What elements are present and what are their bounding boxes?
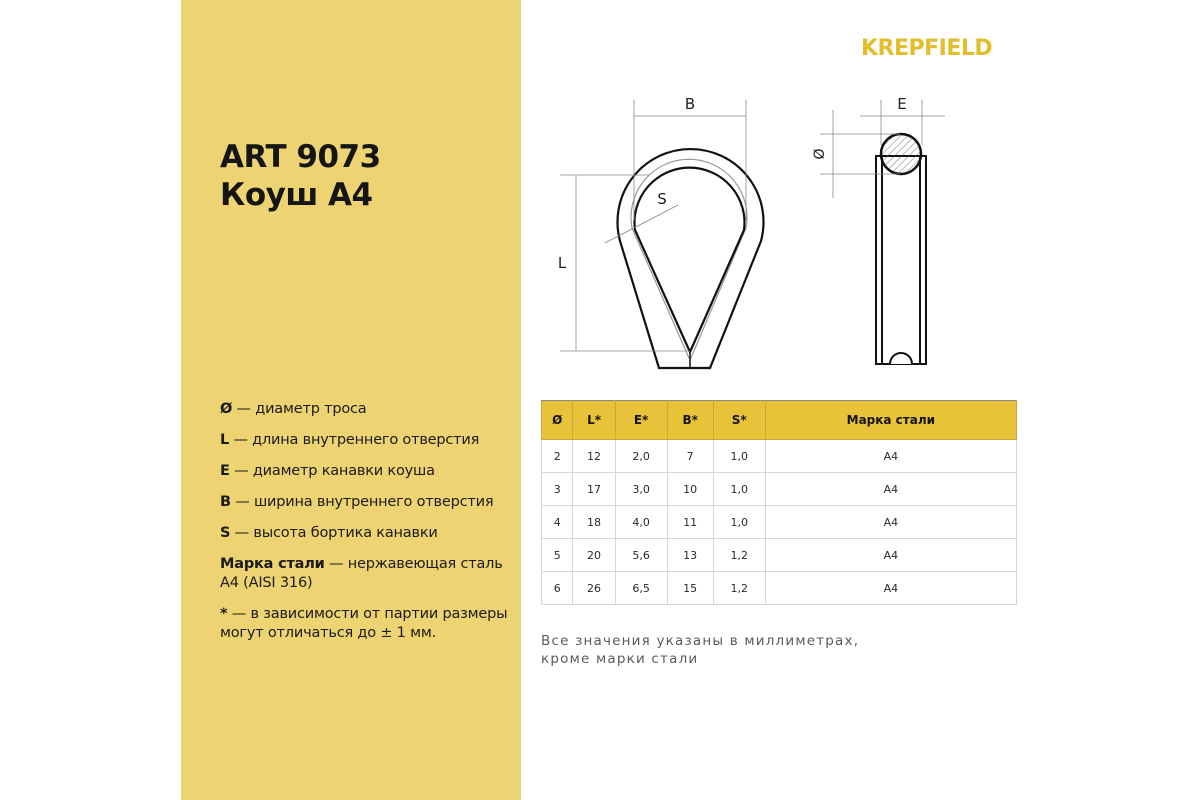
legend-item: L — длина внутреннего отверстия [220, 432, 480, 448]
cell: 6 [542, 572, 573, 605]
table-row [542, 539, 1017, 572]
page-title [220, 138, 381, 214]
cell: 20 [573, 539, 615, 572]
cell: 12 [573, 440, 615, 473]
label-e: E [897, 95, 907, 113]
product-name: Коуш A4 [220, 177, 373, 213]
cell: 11 [667, 506, 713, 539]
units-note [541, 632, 859, 668]
cell: 17 [573, 473, 615, 506]
thimble-drawing [550, 90, 970, 380]
front-view [618, 149, 764, 368]
cell: 10 [667, 473, 713, 506]
side-view [876, 134, 926, 364]
cell: 5,6 [615, 539, 667, 572]
table-row [542, 572, 1017, 605]
cell: 4,0 [615, 506, 667, 539]
header-cell: Марка стали [765, 401, 1016, 440]
legend-item: * — в зависимости от партии размеры могут отличаться до ± 1 мм. [220, 606, 508, 641]
cell: 1,0 [713, 473, 765, 506]
cell: A4 [765, 539, 1016, 572]
header-cell: E* [615, 401, 667, 440]
legend-item: Марка стали — нержавеющая сталь A4 (AISI 316) [220, 556, 503, 591]
spec-table [541, 400, 1017, 605]
cell: 15 [667, 572, 713, 605]
cell: 5 [542, 539, 573, 572]
table-row [542, 473, 1017, 506]
label-l: L [557, 254, 567, 272]
legend [220, 400, 520, 655]
table-header-row [542, 401, 1017, 440]
cell: 13 [667, 539, 713, 572]
dimension-lines [557, 100, 746, 351]
cell: 3 [542, 473, 573, 506]
header-cell: Ø [542, 401, 573, 440]
legend-item: Ø — диаметр троса [220, 401, 367, 417]
cell: 2 [542, 440, 573, 473]
table-row [542, 440, 1017, 473]
cell: 6,5 [615, 572, 667, 605]
cell: 1,2 [713, 572, 765, 605]
cell: 26 [573, 572, 615, 605]
cell: 7 [667, 440, 713, 473]
cell: 2,0 [615, 440, 667, 473]
cell: A4 [765, 572, 1016, 605]
note-line: Все значения указаны в миллиметрах, [541, 633, 860, 649]
cell: A4 [765, 506, 1016, 539]
label-diameter: Ø [812, 148, 828, 160]
cell: 1,0 [713, 506, 765, 539]
note-line: кроме марки стали [541, 651, 699, 667]
legend-item: S — высота бортика канавки [220, 525, 438, 541]
cell: 3,0 [615, 473, 667, 506]
cell: A4 [765, 440, 1016, 473]
cell: A4 [765, 473, 1016, 506]
brand-logo: KREPFIELD [861, 36, 993, 61]
cell: 1,2 [713, 539, 765, 572]
header-cell: B* [667, 401, 713, 440]
header-cell: S* [713, 401, 765, 440]
table-row [542, 506, 1017, 539]
label-b: B [684, 95, 696, 113]
cell: 18 [573, 506, 615, 539]
legend-item: E — диаметр канавки коуша [220, 463, 435, 479]
label-s: S [657, 190, 667, 208]
header-cell: L* [573, 401, 615, 440]
cell: 1,0 [713, 440, 765, 473]
legend-item: B — ширина внутреннего отверстия [220, 494, 494, 510]
info-panel [181, 0, 521, 800]
article-number: ART 9073 [220, 139, 381, 175]
cell: 4 [542, 506, 573, 539]
